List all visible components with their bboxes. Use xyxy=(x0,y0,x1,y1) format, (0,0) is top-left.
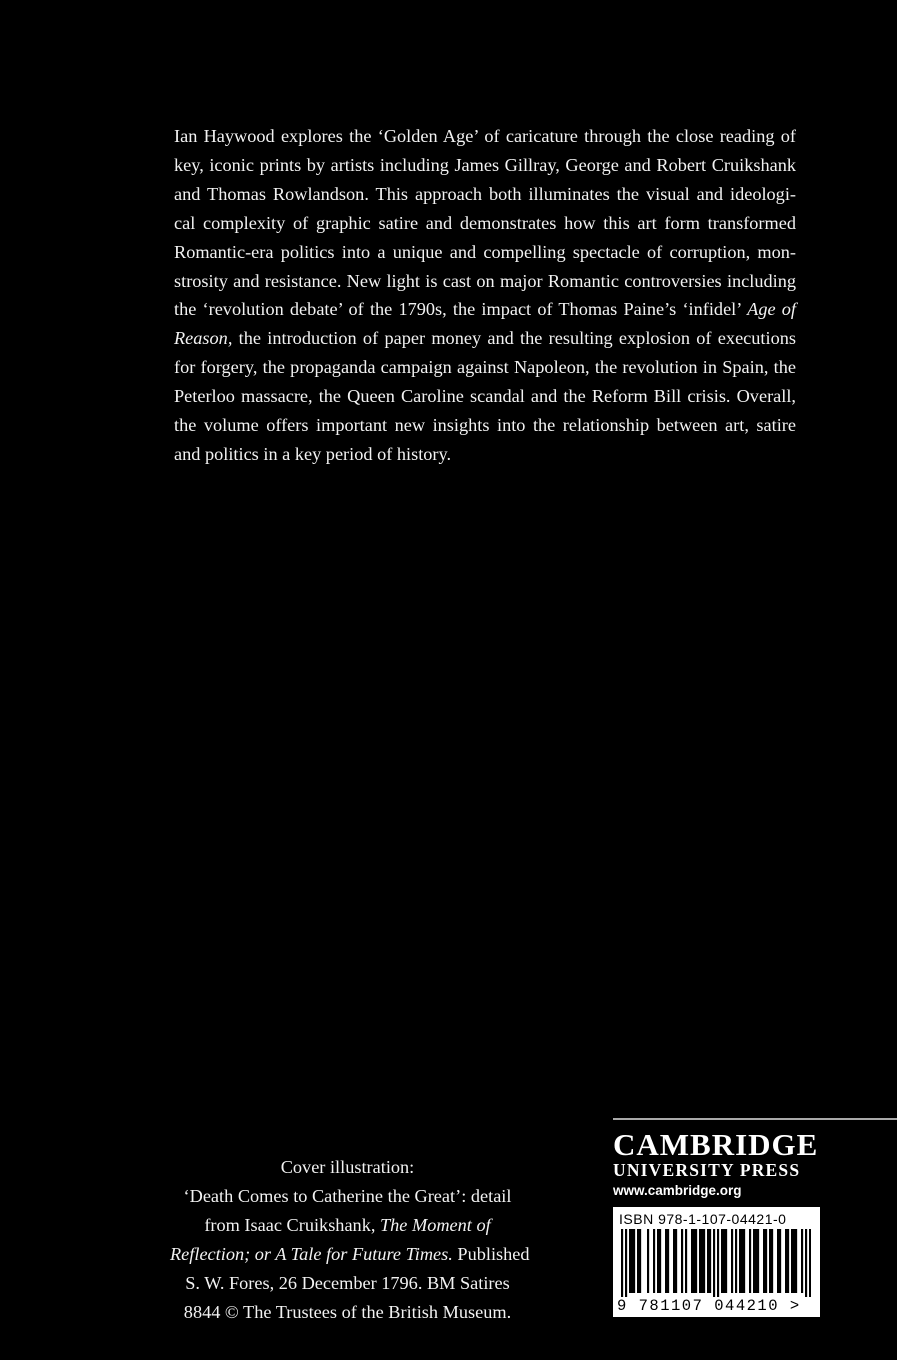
barcode-bars xyxy=(621,1229,811,1297)
credit-text-run: Published xyxy=(452,1244,530,1264)
barcode-bar xyxy=(731,1229,733,1293)
blurb-line: and politics in a key period of history. xyxy=(174,443,452,464)
barcode-bar xyxy=(795,1229,797,1293)
barcode-bar xyxy=(701,1229,703,1293)
barcode-bar xyxy=(629,1229,631,1293)
book-title-italic: Reason, xyxy=(174,328,233,349)
blurb-line: Ian Haywood explores the ‘Golden Age’ of caricature through the close reading of xyxy=(174,126,796,146)
barcode-bar xyxy=(709,1229,711,1293)
barcode-bar xyxy=(721,1229,723,1293)
barcode-bar xyxy=(707,1229,709,1293)
barcode-bar xyxy=(777,1229,779,1293)
blurb-line: for forgery, the propaganda campaign against Napoleon, the revolution in Spain, the xyxy=(174,357,796,378)
cover-illustration-credit xyxy=(170,1153,530,1327)
blurb-text xyxy=(174,122,796,469)
barcode-bar xyxy=(741,1229,743,1293)
blurb-line xyxy=(174,295,796,324)
blurb-line: key, iconic prints by artists including James Gillray, George and Robert Cruikshank xyxy=(174,154,796,175)
work-title-italic: Reflection; or A Tale for Future Times. xyxy=(170,1244,453,1264)
credit-line: S. W. Fores, 26 December 1796. BM Satires xyxy=(185,1273,510,1293)
isbn-label: ISBN 978-1-107-04421-0 xyxy=(619,1211,787,1227)
barcode-bar xyxy=(633,1229,635,1293)
barcode-bar xyxy=(779,1229,781,1293)
barcode-bar xyxy=(743,1229,745,1293)
barcode-bar xyxy=(675,1229,677,1293)
cover-illustration-heading: Cover illustration: xyxy=(280,1157,415,1177)
barcode-bar xyxy=(765,1229,767,1293)
publisher-logo: CAMBRIDGE xyxy=(613,1127,819,1162)
barcode-bar xyxy=(667,1229,669,1293)
barcode-bar xyxy=(713,1229,715,1297)
barcode-bar xyxy=(657,1229,659,1293)
publisher-block xyxy=(613,1118,897,1198)
divider xyxy=(613,1118,897,1120)
blurb-text-run: the introduction of paper money and the resulting explosion of executions xyxy=(232,328,796,349)
barcode-bar xyxy=(639,1229,641,1293)
blurb-line: strosity and resistance. New light is cast on major Romantic controversies including xyxy=(174,270,796,291)
barcode-bar xyxy=(735,1229,737,1293)
barcode-bar xyxy=(771,1229,773,1293)
barcode-bar xyxy=(637,1229,639,1293)
book-title-italic: Age of xyxy=(747,299,796,320)
credit-line xyxy=(170,1211,525,1240)
barcode-bar xyxy=(621,1229,623,1297)
barcode-bar xyxy=(665,1229,667,1293)
barcode-bar xyxy=(801,1229,803,1293)
barcode-bar xyxy=(681,1229,683,1293)
barcode-bar xyxy=(673,1229,675,1293)
barcode-bar xyxy=(703,1229,705,1293)
barcode-bar xyxy=(805,1229,807,1297)
barcode-bar xyxy=(749,1229,751,1293)
barcode-bar xyxy=(725,1229,727,1293)
blurb-line: Peterloo massacre, the Queen Caroline scandal and the Reform Bill crisis. Overall, xyxy=(174,386,796,407)
publisher-url: www.cambridge.org xyxy=(613,1183,742,1198)
credit-line: 8844 © The Trustees of the British Museum. xyxy=(183,1302,512,1322)
blurb-line xyxy=(174,324,796,353)
barcode-bar xyxy=(757,1229,759,1293)
blurb-line: cal complexity of graphic satire and demonstrates how this art form transformed xyxy=(174,212,796,233)
blurb-line: and Thomas Rowlandson. This approach both illuminates the visual and ideologi- xyxy=(174,183,796,204)
barcode-bar xyxy=(695,1229,697,1293)
barcode-bar xyxy=(791,1229,793,1293)
blurb-line: Romantic-era politics into a unique and compelling spectacle of corruption, mon- xyxy=(174,241,796,262)
barcode-bar xyxy=(685,1229,687,1293)
barcode-bar xyxy=(647,1229,649,1293)
barcode-bar xyxy=(763,1229,765,1293)
barcode-bar xyxy=(793,1229,795,1293)
barcode-bar xyxy=(631,1229,633,1293)
barcode-bar xyxy=(755,1229,757,1293)
blurb-text-run: the ‘revolution debate’ of the 1790s, the impact of Thomas Paine’s ‘infidel’ xyxy=(174,299,748,320)
barcode-bar xyxy=(625,1229,627,1297)
credit-text-run: from Isaac Cruikshank, xyxy=(204,1215,380,1235)
barcode xyxy=(613,1207,820,1317)
publisher-subtitle: UNIVERSITY PRESS xyxy=(613,1160,801,1180)
barcode-bar xyxy=(691,1229,693,1293)
barcode-bar xyxy=(809,1229,811,1297)
barcode-bar xyxy=(785,1229,787,1293)
barcode-bar xyxy=(693,1229,695,1293)
blurb-line: the volume offers important new insights into the relationship between art, satire xyxy=(174,415,796,436)
barcode-bar xyxy=(723,1229,725,1293)
barcode-bar xyxy=(787,1229,789,1293)
barcode-bar xyxy=(659,1229,661,1293)
barcode-bar xyxy=(699,1229,701,1293)
barcode-digits: 9 781107 044210 > xyxy=(617,1297,801,1315)
barcode-bar xyxy=(753,1229,755,1293)
barcode-bar xyxy=(653,1229,655,1293)
barcode-bar xyxy=(739,1229,741,1293)
barcode-bar xyxy=(769,1229,771,1293)
barcode-bar xyxy=(717,1229,719,1297)
credit-line xyxy=(170,1240,530,1269)
credit-line: ‘Death Comes to Catherine the Great’: detail xyxy=(183,1186,512,1206)
work-title-italic: The Moment of xyxy=(379,1215,491,1235)
